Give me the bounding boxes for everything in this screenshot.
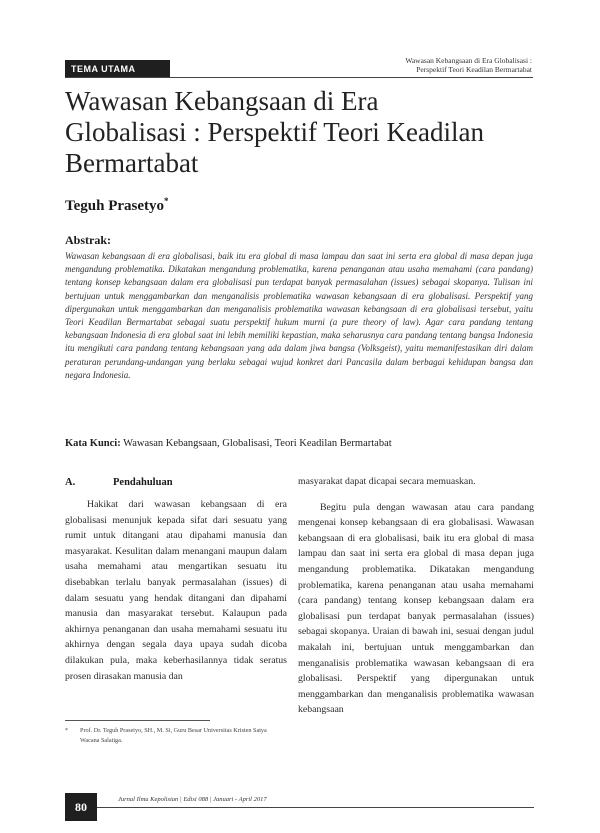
- header-rule: [65, 77, 533, 78]
- keywords: [65, 438, 535, 449]
- keywords-text: Wawasan Kebangsaan, Globalisasi, Teori Keadilan Bermartabat: [123, 438, 392, 449]
- abstract-heading: Abstrak:: [65, 233, 112, 247]
- footnote-mark: *: [65, 727, 69, 734]
- article-title: Wawasan Kebangsaan di Era Globalisasi : Perspektif Teori Keadilan Bermartabat: [65, 86, 485, 178]
- footnote: [65, 726, 287, 746]
- author: [65, 196, 169, 215]
- section-number: A.: [65, 477, 76, 488]
- running-head-line-2: Perspektif Teori Keadilan Bermartabat: [416, 65, 532, 74]
- section-title: Pendahuluan: [113, 477, 173, 488]
- section-heading: [65, 477, 287, 488]
- running-head: [405, 56, 532, 74]
- footnote-rule: [65, 720, 210, 721]
- paragraph-continuation: masyarakat dapat dicapai secara memuaskan.: [298, 476, 476, 487]
- paragraph: Hakikat dari wawasan kebangsaan di era globalisasi menunjuk kepada sifat dari sesuatu yang rumit untuk ditangani atau dipahami manusia dan masyarakat. Kesulitan dalam menangani maupun dalam usaha memahami atau mengartikan sesuatu itu disebabkan terlalu banyak permasalahan (issues) di dalam sesuatu yang hendak ditangani dan dipahami manusia dan masyarakat tersebut. Kalaupun pada akhirnya penanganan dan usaha memahami sesuatu itu akhirnya dengan segala daya upaya sudah dicoba dilakukan pula, maka keberhasilannya tidak seratus prosen dirasakan manusia dan: [65, 499, 287, 682]
- section-tag: TEMA UTAMA: [65, 60, 170, 78]
- body-column-left: [65, 497, 287, 684]
- author-name: Teguh Prasetyo: [65, 198, 165, 214]
- keywords-label: Kata Kunci:: [65, 438, 121, 449]
- journal-footer: Jurnal Ilmu Kepolisian | Edisi 088 | Januari - April 2017: [118, 796, 267, 803]
- author-footnote-mark: *: [164, 196, 169, 206]
- footer-rule: [97, 807, 534, 808]
- running-head-line-1: Wawasan Kebangsaan di Era Globalisasi :: [405, 56, 532, 65]
- abstract-text: Wawasan kebangsaan di era globalisasi, baik itu era global di masa lampau dan saat ini serta era global di masa depan juga mengandung problematika. Dikatakan mengandung problematika, karena penanganan atau usaha memahami (cara pandang) tentang konsep kebangsaan dalam era globalisasi pun terdapat banyak permasalahan (issues) sebagai skopanya. Tulisan ini bertujuan untuk menggambarkan dan menganalisis problematika wawasan kebangsaan di era globalisasi. Perspektif yang dipergunakan untuk menggambarkan dan menganalisis problematika wawasan kebangsaan di era globalisasi tersebut, yaitu Teori Keadilan Bermartabat sebagai suatu perspektif hukum murni (a pure theory of law). Agar cara pandang tentang kebangsaan Indonesia di era global saat ini lebih memiliki kepastian, maka seharusnya cara pandang tentang bangsa Indonesia itu mengikuti cara pandang tentang kebangsaan yang ada dalam jiwa bangsa (Volksgeist), yaitu memanifestasikan diri dalam peraturan perundang-undangan yang berlaku sebagai wujud konkret dari Pancasila dalam berbagai kehidupan bangsa dan negara Indonesia.: [65, 251, 533, 380]
- footnote-text: Prof. Dr. Teguh Prasetyo, SH., M. Si, Guru Besar Universitas Kristen Satya Wacana Salatiga.: [80, 727, 267, 744]
- page-number: 80: [65, 793, 97, 821]
- paragraph: Begitu pula dengan wawasan atau cara pandang mengenai konsep kebangsaan di era globalisasi. Wawasan kebangsaan di era globalisasi, baik itu era global di masa lampau dan saat ini serta era global di masa depan juga mengandung problematika. Dikatakan mengandung problematika, karena penanganan atau usaha memahami (cara pandang) tentang konsep kebangsaan dalam era globalisasi pun terdapat banyak permasalahan (issues) sebagai skopanya. Uraian di bawah ini, sesuai dengan judul makalah ini, bertujuan untuk menggambarkan dan menganalisis problematika wawasan kebangsaan di era globalisasi. Perspektif yang dipergunakan untuk menggambarkan dan menganalisis problematika wawasan kebangsaan: [298, 501, 534, 716]
- body-column-right: [298, 474, 534, 718]
